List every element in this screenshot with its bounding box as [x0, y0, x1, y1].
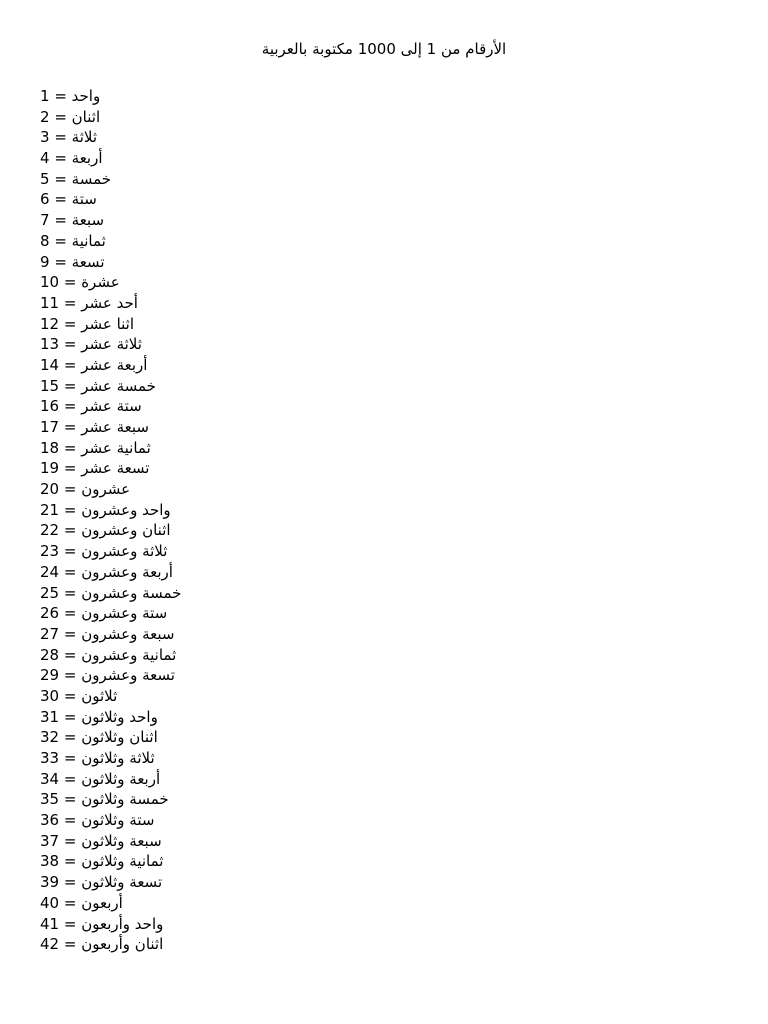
number-entry	[40, 541, 181, 562]
number-entry	[40, 727, 181, 748]
entry-number: 15	[40, 376, 60, 395]
number-entry	[40, 810, 181, 831]
entry-separator: =	[59, 935, 82, 954]
number-entry	[40, 562, 181, 583]
entry-number: 34	[40, 769, 60, 788]
entry-word: خمسة	[71, 169, 112, 188]
entry-word: ثلاثة	[71, 128, 97, 147]
entry-word: سبعة وعشرون	[81, 624, 175, 643]
number-entry	[40, 272, 181, 293]
entry-separator: =	[59, 893, 82, 912]
entry-number: 4	[40, 149, 50, 168]
entry-word: اثنان وأربعون	[81, 935, 164, 954]
entry-separator: =	[59, 707, 82, 726]
entry-word: واحد وأربعون	[81, 914, 164, 933]
entry-separator: =	[59, 273, 82, 292]
entry-word: خمسة وثلاثون	[81, 790, 169, 809]
entry-word: سبعة	[71, 211, 105, 230]
entry-separator: =	[59, 562, 82, 581]
entry-separator: =	[59, 831, 82, 850]
entry-separator: =	[59, 604, 82, 623]
number-entry	[40, 396, 181, 417]
entry-word: تسعة وعشرون	[81, 666, 175, 685]
entry-separator: =	[59, 418, 82, 436]
number-entry	[40, 417, 181, 438]
number-entry	[40, 583, 181, 604]
entry-number: 7	[40, 211, 50, 230]
document-title: الأرقام من 1 إلى 1000 مكتوبة بالعربية	[261, 40, 507, 58]
entry-word: ستة	[71, 190, 97, 209]
entry-separator: =	[59, 459, 82, 478]
entry-separator: =	[59, 790, 82, 809]
number-entry	[40, 748, 181, 769]
entry-separator: =	[59, 728, 82, 747]
entry-separator: =	[59, 769, 82, 788]
entry-word: خمسة وعشرون	[81, 583, 182, 602]
entry-word: ستة وعشرون	[81, 604, 168, 623]
entry-separator: =	[59, 521, 82, 540]
entry-number: 1	[40, 87, 50, 105]
entry-separator: =	[49, 87, 72, 105]
number-entry	[40, 293, 181, 314]
number-entry	[40, 500, 181, 521]
entry-number: 41	[40, 914, 60, 933]
entry-number: 21	[40, 500, 60, 519]
entry-word: ثلاثة وعشرون	[81, 542, 168, 561]
entry-separator: =	[59, 852, 82, 871]
number-entry	[40, 645, 181, 666]
number-entry	[40, 893, 181, 914]
entry-word: تسعة	[71, 252, 105, 271]
number-entry	[40, 189, 181, 210]
entry-number: 39	[40, 873, 60, 892]
entry-separator: =	[59, 542, 82, 561]
entry-separator: =	[59, 314, 82, 333]
number-entry	[40, 520, 181, 541]
number-entry	[40, 438, 181, 459]
entry-number: 32	[40, 728, 60, 747]
entry-separator: =	[49, 107, 72, 126]
entry-word: اثنا عشر	[81, 314, 135, 333]
entry-word: سبعة عشر	[81, 418, 149, 436]
number-entry	[40, 334, 181, 355]
entry-word: عشرة	[81, 273, 120, 292]
entry-number: 12	[40, 314, 60, 333]
entry-separator: =	[59, 686, 82, 705]
entry-separator: =	[49, 190, 72, 209]
entry-number: 26	[40, 604, 60, 623]
entry-word: ثلاثة وثلاثون	[81, 749, 155, 767]
entry-number: 30	[40, 686, 60, 705]
number-entry	[40, 914, 181, 935]
number-entry	[40, 769, 181, 790]
entry-number: 29	[40, 666, 60, 685]
entry-word: اثنان وثلاثون	[81, 728, 158, 747]
entry-word: أحد عشر	[81, 293, 138, 312]
number-entry	[40, 831, 181, 852]
number-entry	[40, 458, 181, 479]
entry-word: اثنان	[71, 107, 101, 126]
number-entry	[40, 148, 181, 169]
entry-separator: =	[49, 149, 72, 168]
entry-word: عشرون	[81, 480, 131, 499]
number-entry	[40, 603, 181, 624]
entry-number: 16	[40, 397, 60, 416]
number-entry	[40, 169, 181, 190]
entry-number: 19	[40, 459, 60, 478]
entry-separator: =	[59, 583, 82, 602]
entry-number: 11	[40, 293, 60, 312]
entry-number: 3	[40, 128, 50, 147]
entry-number: 24	[40, 562, 60, 581]
number-entry	[40, 686, 181, 707]
entry-separator: =	[59, 438, 82, 457]
entry-word: أربعون	[81, 893, 123, 912]
entry-number: 8	[40, 231, 50, 250]
entry-number: 17	[40, 418, 60, 436]
entry-word: ثمانية	[71, 231, 106, 250]
entry-separator: =	[59, 645, 82, 664]
number-entry	[40, 376, 181, 397]
entry-word: أربعة	[71, 149, 103, 168]
entry-number: 20	[40, 480, 60, 499]
entry-separator: =	[59, 914, 82, 933]
entry-number: 37	[40, 831, 60, 850]
entry-number: 38	[40, 852, 60, 871]
entry-word: أربعة وثلاثون	[81, 769, 161, 788]
entry-separator: =	[59, 355, 82, 374]
entry-number: 14	[40, 355, 60, 374]
entry-number: 25	[40, 583, 60, 602]
entry-word: ستة عشر	[81, 397, 142, 416]
entry-number: 31	[40, 707, 60, 726]
entry-word: ستة وثلاثون	[81, 811, 155, 830]
entry-word: ثلاثة عشر	[81, 335, 142, 354]
entry-separator: =	[59, 873, 82, 892]
number-entry	[40, 86, 181, 107]
number-entry	[40, 127, 181, 148]
entry-separator: =	[49, 231, 72, 250]
entry-word: اثنان وعشرون	[81, 521, 171, 540]
entry-separator: =	[59, 624, 82, 643]
entry-separator: =	[59, 666, 82, 685]
entry-number: 2	[40, 107, 50, 126]
entry-word: تسعة عشر	[81, 459, 150, 478]
entry-number: 13	[40, 335, 60, 354]
entry-number: 27	[40, 624, 60, 643]
entry-separator: =	[59, 376, 82, 395]
entry-word: تسعة وثلاثون	[81, 873, 163, 892]
entry-separator: =	[59, 335, 82, 354]
entry-separator: =	[59, 811, 82, 830]
number-entry	[40, 107, 181, 128]
number-entry	[40, 707, 181, 728]
entry-number: 33	[40, 749, 60, 767]
entry-number: 35	[40, 790, 60, 809]
number-entry	[40, 934, 181, 955]
entry-word: ثمانية وعشرون	[81, 645, 177, 664]
entry-word: سبعة وثلاثون	[81, 831, 162, 850]
entry-number: 5	[40, 169, 50, 188]
entry-separator: =	[59, 293, 82, 312]
entry-number: 22	[40, 521, 60, 540]
number-entry	[40, 252, 181, 273]
entry-separator: =	[49, 252, 72, 271]
number-entry	[40, 624, 181, 645]
entry-word: ثمانية عشر	[81, 438, 151, 457]
number-entry	[40, 665, 181, 686]
entry-separator: =	[49, 128, 72, 147]
number-list	[40, 86, 181, 955]
number-entry	[40, 210, 181, 231]
entry-number: 23	[40, 542, 60, 561]
number-entry	[40, 789, 181, 810]
number-entry	[40, 479, 181, 500]
entry-number: 6	[40, 190, 50, 209]
entry-word: أربعة وعشرون	[81, 562, 173, 581]
entry-number: 9	[40, 252, 50, 271]
number-entry	[40, 851, 181, 872]
entry-number: 42	[40, 935, 60, 954]
entry-word: واحد وعشرون	[81, 500, 171, 519]
entry-word: خمسة عشر	[81, 376, 156, 395]
entry-number: 36	[40, 811, 60, 830]
entry-word: واحد وثلاثون	[81, 707, 158, 726]
entry-number: 28	[40, 645, 60, 664]
entry-separator: =	[49, 211, 72, 230]
number-entry	[40, 872, 181, 893]
entry-separator: =	[59, 480, 82, 499]
entry-word: واحد	[71, 87, 101, 105]
entry-word: ثمانية وثلاثون	[81, 852, 164, 871]
entry-separator: =	[59, 397, 82, 416]
number-entry	[40, 355, 181, 376]
entry-number: 40	[40, 893, 60, 912]
entry-word: ثلاثون	[81, 686, 118, 705]
entry-separator: =	[49, 169, 72, 188]
number-entry	[40, 231, 181, 252]
entry-number: 10	[40, 273, 60, 292]
entry-separator: =	[59, 749, 82, 767]
entry-separator: =	[59, 500, 82, 519]
entry-number: 18	[40, 438, 60, 457]
entry-word: أربعة عشر	[81, 355, 148, 374]
number-entry	[40, 314, 181, 335]
